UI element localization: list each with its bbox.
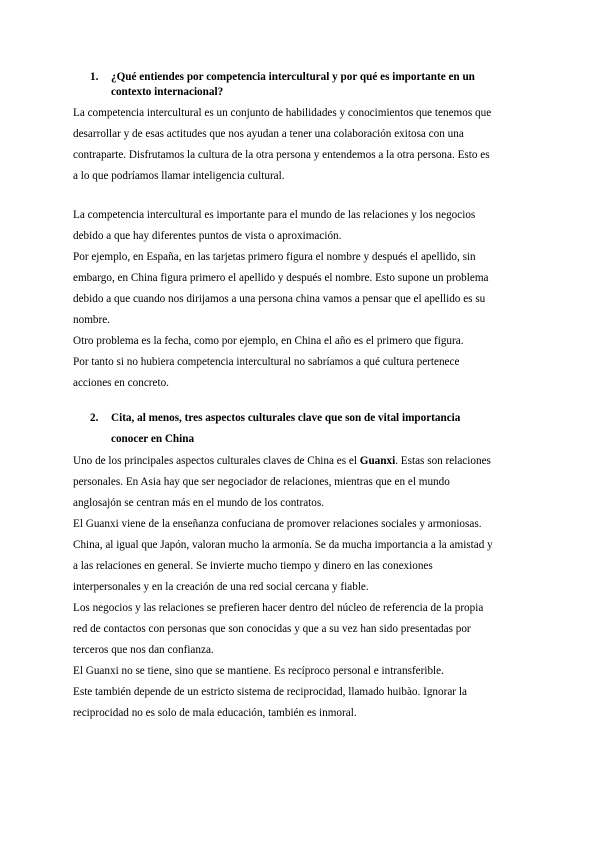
guanxi-intro-text: Uno de los principales aspectos culturales claves de China es el bbox=[73, 455, 360, 467]
paragraph-line: embargo, en China figura primero el apellido y después el nombre. Esto supone un problema bbox=[73, 272, 489, 284]
paragraph-line: desarrollar y de esas actitudes que nos ayudan a tener una colaboración exitosa con una bbox=[73, 128, 464, 140]
paragraph-line: La competencia intercultural es un conjunto de habilidades y conocimientos que tenemos que bbox=[73, 107, 492, 119]
paragraph-line: El Guanxi no se tiene, sino que se mantiene. Es recíproco personal e intransferible. bbox=[73, 665, 444, 677]
paragraph-line: anglosajón se centran más en el mundo de los contratos. bbox=[73, 497, 325, 509]
section-1-heading bbox=[90, 70, 530, 100]
paragraph-line: terceros que nos dan confianza. bbox=[73, 644, 214, 656]
paragraph-line: El Guanxi viene de la enseñanza confuciana de promover relaciones sociales y armoniosas. bbox=[73, 518, 482, 530]
paragraph-line: debido a que cuando nos dirijamos a una persona china vamos a pensar que el apellido es su bbox=[73, 293, 486, 305]
section-2-title-line-2: conocer en China bbox=[111, 433, 195, 445]
section-1-paragraph-1 bbox=[73, 103, 535, 187]
section-2-heading bbox=[90, 411, 530, 447]
paragraph-line: personales. En Asia hay que ser negociador de relaciones, mientras que en el mundo bbox=[73, 476, 450, 488]
section-2-number: 2. bbox=[90, 412, 99, 424]
paragraph-line: contraparte. Disfrutamos la cultura de la otra persona y entendemos a la otra persona. Esto es bbox=[73, 149, 490, 161]
paragraph-line: debido a que hay diferentes puntos de vista o aproximación. bbox=[73, 230, 342, 242]
section-1-paragraph-2 bbox=[73, 205, 535, 394]
paragraph-line: Por tanto si no hubiera competencia intercultural no sabríamos a qué cultura pertenece bbox=[73, 356, 460, 368]
section-1-number: 1. bbox=[90, 71, 99, 83]
section-1-title-line-1: ¿Qué entiendes por competencia intercultural y por qué es importante en un bbox=[111, 71, 475, 83]
section-1-title-line-2: contexto internacional? bbox=[111, 86, 224, 98]
paragraph-line: a las relaciones en general. Se invierte mucho tiempo y dinero en las conexiones bbox=[73, 560, 433, 572]
paragraph-line: reciprocidad no es solo de mala educación, también es inmoral. bbox=[73, 707, 357, 719]
guanxi-intro-tail: . Estas son relaciones bbox=[395, 455, 491, 467]
paragraph-line bbox=[73, 451, 535, 472]
paragraph-line: Por ejemplo, en España, en las tarjetas primero figura el nombre y después el apellido, sin bbox=[73, 251, 476, 263]
paragraph-line: nombre. bbox=[73, 314, 110, 326]
paragraph-line: China, al igual que Japón, valoran mucho la armonía. Se da mucha importancia a la amistad y bbox=[73, 539, 493, 551]
guanxi-term: Guanxi bbox=[359, 455, 396, 467]
paragraph-line: interpersonales y en la creación de una red social cercana y fiable. bbox=[73, 581, 369, 593]
paragraph-line: a lo que podríamos llamar inteligencia cultural. bbox=[73, 170, 285, 182]
paragraph-line: Los negocios y las relaciones se prefieren hacer dentro del núcleo de referencia de la propia bbox=[73, 602, 484, 614]
paragraph-line: Este también depende de un estricto sistema de reciprocidad, llamado huibào. Ignorar la bbox=[73, 686, 467, 698]
paragraph-line: red de contactos con personas que son conocidas y que a su vez han sido presentadas por bbox=[73, 623, 471, 635]
section-2-paragraph bbox=[73, 451, 535, 724]
paragraph-line: acciones en concreto. bbox=[73, 377, 169, 389]
section-2-title-line-1: Cita, al menos, tres aspectos culturales clave que son de vital importancia bbox=[111, 412, 461, 424]
paragraph-line: Otro problema es la fecha, como por ejemplo, en China el año es el primero que figura. bbox=[73, 335, 464, 347]
paragraph-line: La competencia intercultural es importante para el mundo de las relaciones y los negocios bbox=[73, 209, 476, 221]
